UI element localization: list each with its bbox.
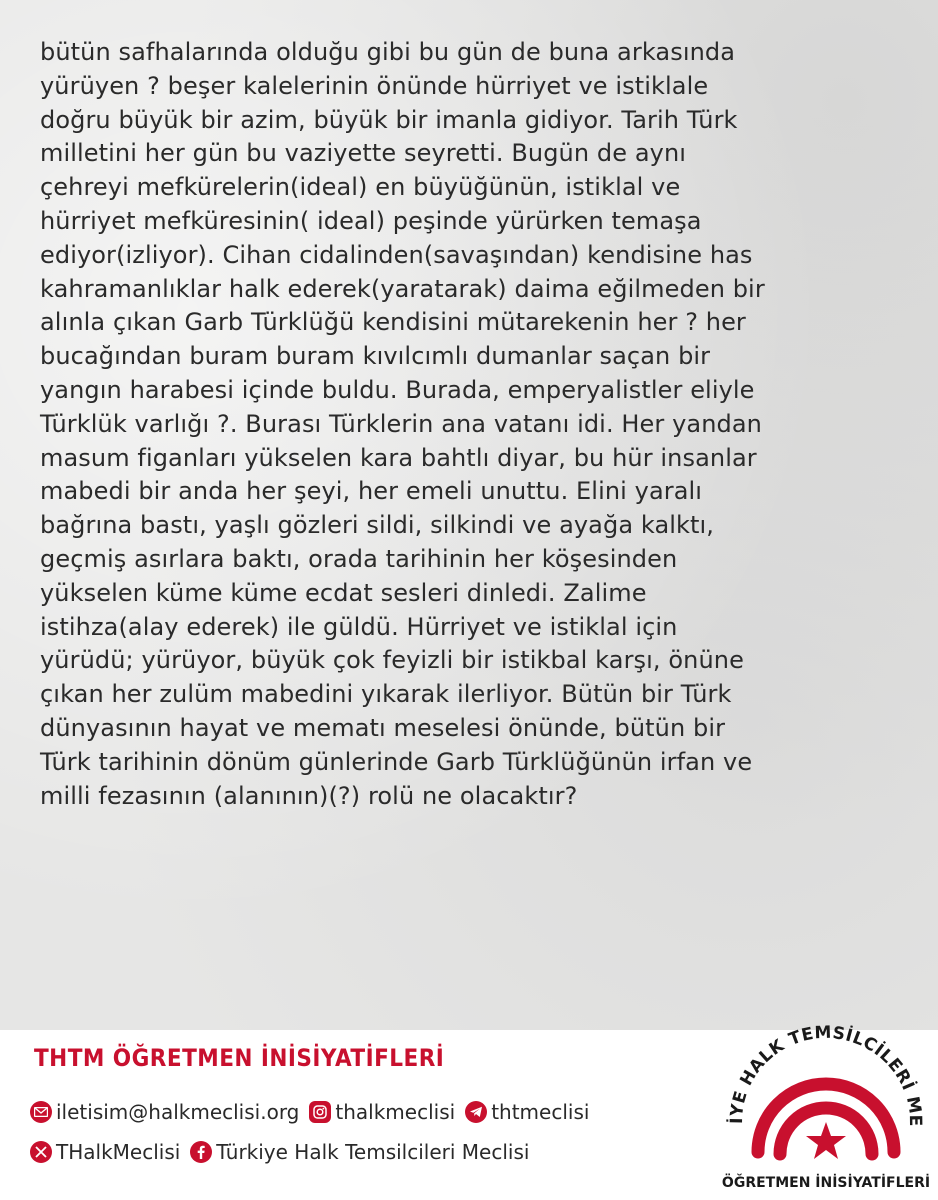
text-line: bağrına bastı, yaşlı gözleri sildi, silkindi ve ayağa kalktı, [40,511,715,540]
logo-arc-text: İYE HALK TEMSİLCİLERİ ME [726,1022,926,1128]
facebook-icon [190,1141,212,1163]
text-line: yürüyen ? beşer kalelerinin önünde hürriyet ve istiklale [40,71,709,100]
text-line: alınla çıkan Garb Türklüğü kendisini mütarekenin her ? her [40,308,746,337]
text-line: Türk tarihinin dönüm günlerinde Garb Türklüğünün irfan ve [40,747,753,776]
facebook-contact[interactable] [190,1140,529,1164]
text-line: milli fezasının (alanının)(?) rolü ne olacaktır? [40,781,578,810]
instagram-text: thalkmeclisi [335,1100,456,1124]
x-text: THalkMeclisi [56,1140,181,1164]
text-line: yangın harabesi içinde buldu. Burada, emperyalistler eliyle [40,375,755,404]
contact-row-1 [30,1100,599,1124]
text-line: kahramanlıklar halk ederek(yaratarak) daima eğilmeden bir [40,274,765,303]
text-line: bütün safhalarında olduğu gibi bu gün de buna arkasında [40,38,736,66]
text-line: masum figanları yükselen kara bahtlı diyar, bu hür insanlar [40,443,757,472]
thtm-logo [720,1002,930,1200]
text-line: mabedi bir anda her şeyi, her emeli unuttu. Elini yaralı [40,477,703,506]
text-line: milletini her gün bu vaziyette seyretti. Bugün de aynı [40,139,687,168]
email-text: iletisim@halkmeclisi.org [56,1100,300,1124]
text-line: yükselen küme küme ecdat sesleri dinledi. Zalime [40,578,647,607]
text-line: doğru büyük bir azim, büyük bir imanla gidiyor. Tarih Türk [40,105,738,134]
text-line: ediyor(izliyor). Cihan cidalinden(savaşından) kendisine has [40,240,753,269]
text-line: yürüdü; yürüyor, büyük çok feyizli bir istikbal karşı, önüne [40,646,744,675]
telegram-text: thtmeclisi [491,1100,590,1124]
telegram-contact[interactable] [465,1100,589,1124]
text-line: Türklük varlığı ?. Burası Türklerin ana vatanı idi. Her yandan [40,409,762,438]
text-line: çehreyi mefkürelerin(ideal) en büyüğünün, istiklal ve [40,173,681,202]
text-line: hürriyet mefküresinin( ideal) peşinde yürürken temaşa [40,206,702,235]
text-line: dünyasının hayat ve mematı meselesi önünde, bütün bir [40,713,726,742]
x-icon [30,1141,52,1163]
telegram-icon [465,1101,487,1123]
text-line: çıkan her zulüm mabedini yıkarak ilerliyor. Bütün bir Türk [40,680,732,709]
article-body [40,36,920,813]
instagram-icon [309,1101,331,1123]
x-contact[interactable] [30,1140,180,1164]
star-icon [806,1122,846,1159]
instagram-contact[interactable] [309,1100,455,1124]
facebook-text: Türkiye Halk Temsilcileri Meclisi [216,1140,530,1164]
contact-row-2 [30,1140,539,1164]
logo-bottom-text: ÖĞRETMEN İNİSİYATİFLERİ [721,1175,930,1191]
text-line: istihza(alay ederek) ile güldü. Hürriyet ve istiklal için [40,612,678,641]
text-line: bucağından buram buram kıvılcımlı dumanlar saçan bir [40,342,711,371]
text-line: geçmiş asırlara baktı, orada tarihinin her köşesinden [40,544,678,573]
footer-title: THTM ÖĞRETMEN İNİSİYATİFLERİ [34,1044,445,1072]
email-icon [30,1101,52,1123]
email-contact[interactable] [30,1100,299,1124]
